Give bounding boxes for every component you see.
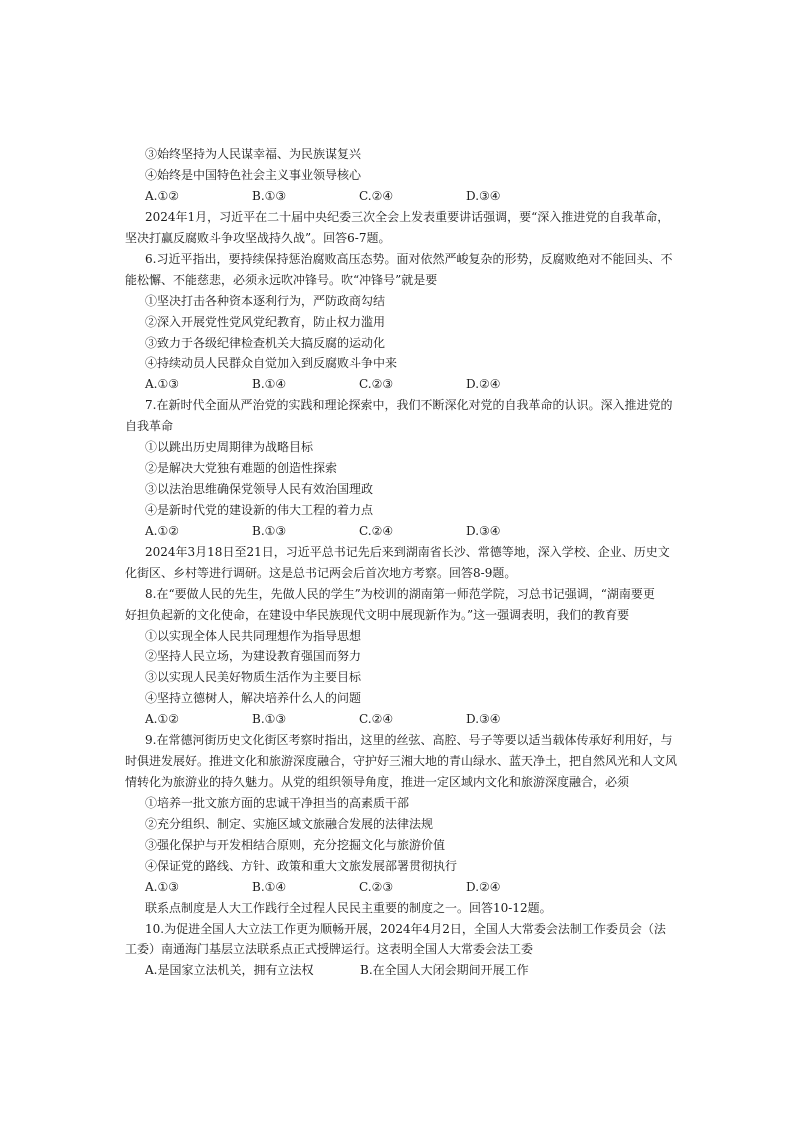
intro-8-9-line2: 化街区、乡村等进行调研。这是总书记两会后首次地方考察。回答8-9题。 — [125, 566, 517, 580]
q7-option-4: ④是新时代党的建设新的伟大工程的着力点 — [145, 503, 374, 517]
q6-option-4: ④持续动员人民群众自觉加入到反腐败斗争中来 — [145, 356, 398, 370]
q9-stem-line2: 时俱进发展好。推进文化和旅游深度融合，守护好三湘大地的青山绿水、蓝天净土，把自然风光和人文风 — [125, 754, 678, 768]
q7-stem-line1: 7.在新时代全面从严治党的实践和理论探索中，我们不断深化对党的自我革命的认识。深入推进党的 — [145, 398, 673, 412]
q5-answer-choices — [145, 188, 665, 204]
q5-option-4: ④始终是中国特色社会主义事业领导核心 — [145, 168, 362, 182]
q8-option-3: ③以实现人民美好物质生活作为主要目标 — [145, 670, 362, 684]
q9-option-2: ②充分组织、制定、实施区域文旅融合发展的法律法规 — [145, 817, 434, 831]
q7-choice-b: B.①③ — [252, 524, 287, 538]
q8-choice-b: B.①③ — [252, 712, 287, 726]
q6-choice-d: D.②④ — [466, 377, 501, 391]
q6-stem-line2: 能松懈、不能慈悲，必须永远吹冲锋号。吹“冲锋号”就是要 — [125, 273, 438, 287]
q9-stem-line1: 9.在常德河街历史文化街区考察时指出，这里的丝弦、高腔、号子等要以适当载体传承好利用好，与 — [145, 733, 673, 747]
q5-choice-b: B.①③ — [252, 189, 287, 203]
q6-option-3: ③致力于各级纪律检查机关大搞反腐的运动化 — [145, 336, 386, 350]
q9-choice-c: C.②③ — [359, 880, 394, 894]
q10-stem-line2: 工委）南通海门基层立法联系点正式授牌运行。这表明全国人大常委会法工委 — [125, 942, 534, 956]
q5-option-3: ③始终坚持为人民谋幸福、为民族谋复兴 — [145, 147, 362, 161]
q5-choice-a: A.①② — [145, 189, 179, 203]
q7-stem-line2: 自我革命 — [125, 419, 174, 433]
q6-stem-line1: 6.习近平指出，要持续保持惩治腐败高压态势。面对依然严峻复杂的形势，反腐败绝对不能回头、不 — [145, 252, 673, 266]
q10-choice-a: A.是国家立法机关，拥有立法权 — [145, 963, 314, 977]
q7-option-1: ①以跳出历史周期律为战略目标 — [145, 440, 314, 454]
q9-option-4: ④保证党的路线、方针、政策和重大文旅发展部署贯彻执行 — [145, 859, 458, 873]
q7-option-3: ③以法治思维确保党领导人民有效治国理政 — [145, 482, 374, 496]
q9-choice-a: A.①③ — [145, 880, 179, 894]
q8-stem-line1: 8.在“要做人民的先生，先做人民的学生”为校训的湖南第一师范学院，习总书记强调，“湖南要更 — [145, 587, 655, 601]
q8-stem-line2: 好担负起新的文化使命，在建设中华民族现代文明中展现新作为。”这一强调表明，我们的教育要 — [125, 608, 630, 622]
q5-choice-d: D.③④ — [466, 189, 501, 203]
q9-stem-line3: 情转化为旅游业的持久魅力。从党的组织领导角度，推进一定区域内文化和旅游深度融合，必须 — [125, 775, 630, 789]
q8-option-2: ②坚持人民立场，为建设教育强国而努力 — [145, 649, 362, 663]
q6-choice-a: A.①③ — [145, 377, 179, 391]
q8-choice-d: D.③④ — [466, 712, 501, 726]
q6-option-2: ②深入开展党性党风党纪教育，防止权力滥用 — [145, 315, 386, 329]
q9-option-3: ③强化保护与开发相结合原则，充分挖掘文化与旅游价值 — [145, 838, 446, 852]
q6-choice-c: C.②③ — [359, 377, 394, 391]
q7-choice-c: C.②④ — [359, 524, 394, 538]
q8-answer-choices — [145, 711, 665, 727]
q10-stem-line1: 10.为促进全国人大立法工作更为顺畅开展，2024年4月2日，全国人大常委会法制工作委员会（法 — [145, 922, 666, 936]
q9-choice-b: B.①④ — [252, 880, 287, 894]
intro-6-7-line1: 2024年1月，习近平在二十届中央纪委三次全会上发表重要讲话强调，要“深入推进党的自我革命， — [145, 210, 670, 224]
q9-choice-d: D.②④ — [466, 880, 501, 894]
q8-option-4: ④坚持立德树人，解决培养什么人的问题 — [145, 691, 362, 705]
q7-option-2: ②是解决大党独有难题的创造性探索 — [145, 461, 338, 475]
q8-choice-c: C.②④ — [359, 712, 394, 726]
q10-answer-choices — [145, 962, 665, 978]
intro-10-12: 联系点制度是人大工作践行全过程人民民主重要的制度之一。回答10-12题。 — [145, 901, 552, 915]
q5-choice-c: C.②④ — [359, 189, 394, 203]
intro-6-7-line2: 坚决打赢反腐败斗争攻坚战持久战”。回答6-7题。 — [125, 231, 391, 245]
q8-choice-a: A.①② — [145, 712, 179, 726]
q8-option-1: ①以实现全体人民共同理想作为指导思想 — [145, 629, 362, 643]
q9-option-1: ①培养一批文旅方面的忠诚干净担当的高素质干部 — [145, 796, 410, 810]
q7-choice-d: D.③④ — [466, 524, 501, 538]
q6-answer-choices — [145, 376, 665, 392]
q7-answer-choices — [145, 523, 665, 539]
q6-choice-b: B.①④ — [252, 377, 287, 391]
q9-answer-choices — [145, 879, 665, 895]
q7-choice-a: A.①② — [145, 524, 179, 538]
q10-choice-b: B.在全国人大闭会期间开展工作 — [360, 963, 529, 977]
q6-option-1: ①坚决打击各种资本逐利行为，严防政商勾结 — [145, 294, 386, 308]
intro-8-9-line1: 2024年3月18日至21日，习近平总书记先后来到湖南省长沙、常德等地，深入学校、企业、历史文 — [145, 545, 670, 559]
